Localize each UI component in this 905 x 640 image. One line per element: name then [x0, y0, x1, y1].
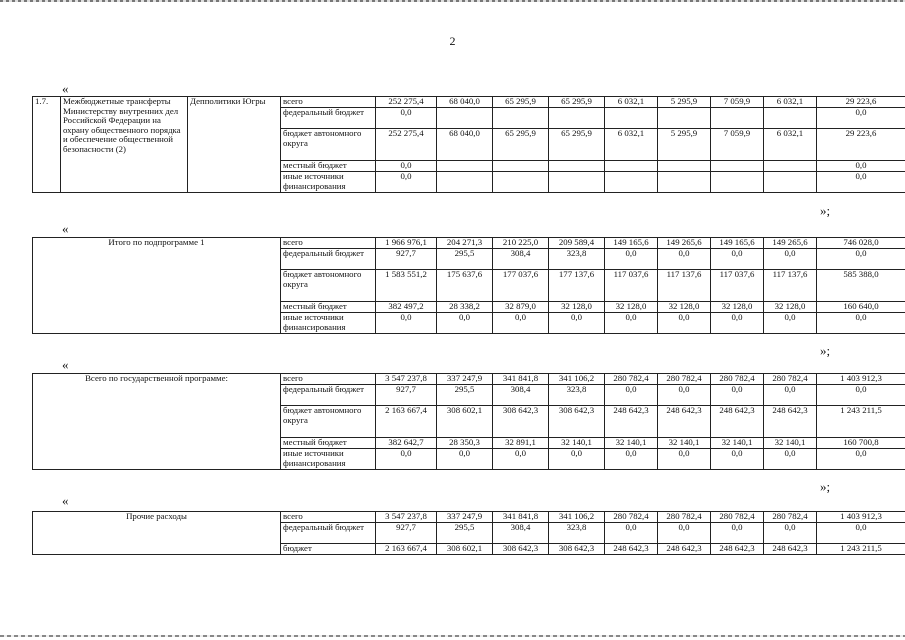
amount-cell: 0,0 — [605, 385, 658, 406]
amount-cell — [437, 161, 493, 172]
amount-cell: 68 040,0 — [437, 129, 493, 161]
amount-cell: 308,4 — [493, 385, 549, 406]
amount-cell: 0,0 — [817, 172, 905, 193]
amount-cell: 0,0 — [711, 449, 764, 470]
funding-source: федеральный бюджет — [281, 249, 376, 270]
amount-cell: 248 642,3 — [658, 544, 711, 555]
amount-cell: 29 223,6 — [817, 129, 905, 161]
amount-cell: 1 243 211,5 — [817, 406, 905, 438]
amount-cell: 0,0 — [711, 523, 764, 544]
amount-cell: 0,0 — [658, 385, 711, 406]
amount-cell: 0,0 — [658, 249, 711, 270]
amount-cell: 28 338,2 — [437, 302, 493, 313]
amount-cell: 746 028,0 — [817, 238, 905, 249]
table-row — [33, 97, 905, 108]
funding-source: всего — [281, 512, 376, 523]
amount-cell: 0,0 — [764, 385, 817, 406]
funding-source: бюджет автономного округа — [281, 406, 376, 438]
table-row — [33, 512, 905, 523]
amount-cell: 5 295,9 — [658, 97, 711, 108]
amount-cell: 28 350,3 — [437, 438, 493, 449]
amount-cell: 175 637,6 — [437, 270, 493, 302]
amount-cell: 149 265,6 — [658, 238, 711, 249]
amount-cell: 0,0 — [711, 313, 764, 334]
amount-cell — [764, 172, 817, 193]
funding-source: иные источники финансирования — [281, 172, 376, 193]
amount-cell: 209 589,4 — [549, 238, 605, 249]
amount-cell: 3 547 237,8 — [376, 374, 437, 385]
amount-cell: 117 037,6 — [711, 270, 764, 302]
amount-cell: 0,0 — [437, 449, 493, 470]
amount-cell: 248 642,3 — [711, 544, 764, 555]
amount-cell: 248 642,3 — [764, 544, 817, 555]
funding-source: всего — [281, 97, 376, 108]
amount-cell: 252 275,4 — [376, 97, 437, 108]
funding-source: местный бюджет — [281, 438, 376, 449]
amount-cell — [605, 161, 658, 172]
amount-cell: 32 128,0 — [605, 302, 658, 313]
amount-cell: 6 032,1 — [764, 97, 817, 108]
amount-cell: 0,0 — [817, 161, 905, 172]
amount-cell: 0,0 — [493, 313, 549, 334]
executor: Депполитики Югры — [188, 97, 281, 193]
table-other-expenses — [32, 511, 905, 555]
amount-cell — [437, 172, 493, 193]
funding-source: федеральный бюджет — [281, 108, 376, 129]
amount-cell: 308,4 — [493, 249, 549, 270]
amount-cell: 2 163 667,4 — [376, 544, 437, 555]
closing-quote: »; — [820, 343, 831, 358]
row-number: 1.7. — [33, 97, 61, 193]
table-program-1-7 — [32, 96, 905, 193]
amount-cell: 32 140,1 — [658, 438, 711, 449]
amount-cell — [493, 108, 549, 129]
amount-cell: 65 295,9 — [493, 129, 549, 161]
funding-source: иные источники финансирования — [281, 313, 376, 334]
amount-cell: 0,0 — [658, 523, 711, 544]
closing-quote: »; — [820, 479, 831, 494]
amount-cell: 248 642,3 — [658, 406, 711, 438]
amount-cell: 308 602,1 — [437, 544, 493, 555]
amount-cell: 341 841,8 — [493, 374, 549, 385]
amount-cell: 32 128,0 — [549, 302, 605, 313]
amount-cell: 323,8 — [549, 523, 605, 544]
amount-cell: 0,0 — [549, 313, 605, 334]
amount-cell: 160 700,8 — [817, 438, 905, 449]
amount-cell: 29 223,6 — [817, 97, 905, 108]
amount-cell: 160 640,0 — [817, 302, 905, 313]
amount-cell: 117 137,6 — [764, 270, 817, 302]
amount-cell: 295,5 — [437, 385, 493, 406]
amount-cell — [711, 172, 764, 193]
amount-cell: 323,8 — [549, 249, 605, 270]
activity-name: Межбюджетные трансферты Министерству внутренних дел Российской Федерации на охрану общественного порядка и обеспечение общественной безопасности (2) — [61, 97, 188, 193]
amount-cell: 65 295,9 — [549, 97, 605, 108]
amount-cell — [605, 172, 658, 193]
amount-cell: 177 137,6 — [549, 270, 605, 302]
amount-cell: 295,5 — [437, 523, 493, 544]
funding-source: всего — [281, 238, 376, 249]
amount-cell: 2 163 667,4 — [376, 406, 437, 438]
amount-cell: 337 247,9 — [437, 374, 493, 385]
amount-cell: 0,0 — [817, 108, 905, 129]
amount-cell: 65 295,9 — [549, 129, 605, 161]
amount-cell: 32 879,0 — [493, 302, 549, 313]
amount-cell: 927,7 — [376, 523, 437, 544]
subprogram-total-label: Итого по подпрограмме 1 — [33, 238, 281, 334]
funding-source: бюджет автономного округа — [281, 129, 376, 161]
amount-cell — [437, 108, 493, 129]
amount-cell: 0,0 — [605, 523, 658, 544]
amount-cell: 0,0 — [817, 385, 905, 406]
amount-cell: 0,0 — [817, 313, 905, 334]
amount-cell: 280 782,4 — [711, 374, 764, 385]
amount-cell — [658, 161, 711, 172]
program-total-label: Всего по государственной программе: — [33, 374, 281, 470]
amount-cell: 0,0 — [605, 449, 658, 470]
funding-source: иные источники финансирования — [281, 449, 376, 470]
amount-cell: 1 403 912,3 — [817, 512, 905, 523]
amount-cell — [764, 161, 817, 172]
amount-cell: 341 841,8 — [493, 512, 549, 523]
table-row — [33, 238, 905, 249]
amount-cell: 0,0 — [817, 449, 905, 470]
amount-cell: 280 782,4 — [764, 512, 817, 523]
amount-cell: 6 032,1 — [764, 129, 817, 161]
amount-cell: 382 642,7 — [376, 438, 437, 449]
amount-cell: 0,0 — [764, 449, 817, 470]
amount-cell: 0,0 — [711, 249, 764, 270]
funding-source: бюджет — [281, 544, 376, 555]
amount-cell: 210 225,0 — [493, 238, 549, 249]
amount-cell — [549, 108, 605, 129]
amount-cell: 65 295,9 — [493, 97, 549, 108]
amount-cell: 252 275,4 — [376, 129, 437, 161]
amount-cell: 0,0 — [376, 161, 437, 172]
amount-cell: 248 642,3 — [764, 406, 817, 438]
amount-cell: 0,0 — [437, 313, 493, 334]
amount-cell: 0,0 — [376, 172, 437, 193]
amount-cell: 0,0 — [817, 523, 905, 544]
amount-cell: 32 891,1 — [493, 438, 549, 449]
amount-cell: 1 403 912,3 — [817, 374, 905, 385]
amount-cell: 204 271,3 — [437, 238, 493, 249]
amount-cell: 0,0 — [605, 313, 658, 334]
amount-cell: 149 265,6 — [764, 238, 817, 249]
table-subprogram-1-total — [32, 237, 905, 334]
amount-cell: 308 602,1 — [437, 406, 493, 438]
amount-cell: 32 140,1 — [711, 438, 764, 449]
opening-quote: « — [62, 357, 69, 372]
amount-cell: 0,0 — [493, 449, 549, 470]
amount-cell: 248 642,3 — [711, 406, 764, 438]
amount-cell: 0,0 — [764, 523, 817, 544]
amount-cell: 280 782,4 — [764, 374, 817, 385]
funding-source: местный бюджет — [281, 302, 376, 313]
page-number: 2 — [449, 34, 456, 48]
amount-cell: 1 966 976,1 — [376, 238, 437, 249]
amount-cell — [549, 161, 605, 172]
amount-cell: 382 497,2 — [376, 302, 437, 313]
amount-cell: 0,0 — [817, 249, 905, 270]
amount-cell: 0,0 — [711, 385, 764, 406]
amount-cell — [711, 161, 764, 172]
amount-cell: 3 547 237,8 — [376, 512, 437, 523]
amount-cell: 308,4 — [493, 523, 549, 544]
scan-edge-top — [0, 0, 905, 2]
amount-cell: 6 032,1 — [605, 129, 658, 161]
amount-cell — [711, 108, 764, 129]
amount-cell: 280 782,4 — [605, 374, 658, 385]
amount-cell: 32 128,0 — [711, 302, 764, 313]
amount-cell: 341 106,2 — [549, 512, 605, 523]
amount-cell: 32 140,1 — [549, 438, 605, 449]
amount-cell: 295,5 — [437, 249, 493, 270]
opening-quote: « — [62, 221, 69, 236]
amount-cell — [493, 161, 549, 172]
amount-cell — [493, 172, 549, 193]
funding-source: федеральный бюджет — [281, 385, 376, 406]
amount-cell — [658, 108, 711, 129]
amount-cell: 341 106,2 — [549, 374, 605, 385]
table-program-total — [32, 373, 905, 470]
opening-quote: « — [62, 493, 69, 508]
amount-cell: 7 059,9 — [711, 97, 764, 108]
scan-edge-bottom — [0, 635, 905, 637]
amount-cell: 0,0 — [376, 449, 437, 470]
opening-quote: « — [62, 81, 69, 96]
amount-cell: 149 165,6 — [605, 238, 658, 249]
amount-cell: 927,7 — [376, 385, 437, 406]
amount-cell: 337 247,9 — [437, 512, 493, 523]
amount-cell: 308 642,3 — [549, 544, 605, 555]
amount-cell — [764, 108, 817, 129]
amount-cell: 323,8 — [549, 385, 605, 406]
amount-cell: 927,7 — [376, 249, 437, 270]
amount-cell: 248 642,3 — [605, 544, 658, 555]
amount-cell: 117 037,6 — [605, 270, 658, 302]
amount-cell: 280 782,4 — [711, 512, 764, 523]
amount-cell: 1 243 211,5 — [817, 544, 905, 555]
amount-cell: 0,0 — [658, 449, 711, 470]
amount-cell: 1 583 551,2 — [376, 270, 437, 302]
amount-cell: 0,0 — [764, 249, 817, 270]
amount-cell: 0,0 — [549, 449, 605, 470]
amount-cell: 0,0 — [376, 313, 437, 334]
amount-cell: 0,0 — [658, 313, 711, 334]
funding-source: федеральный бюджет — [281, 523, 376, 544]
amount-cell: 32 140,1 — [605, 438, 658, 449]
amount-cell: 308 642,3 — [493, 544, 549, 555]
amount-cell: 0,0 — [376, 108, 437, 129]
amount-cell: 280 782,4 — [605, 512, 658, 523]
table-row — [33, 374, 905, 385]
amount-cell: 280 782,4 — [658, 374, 711, 385]
funding-source: всего — [281, 374, 376, 385]
amount-cell — [549, 172, 605, 193]
amount-cell: 0,0 — [764, 313, 817, 334]
other-expenses-label: Прочие расходы — [33, 512, 281, 555]
closing-quote: »; — [820, 203, 831, 218]
amount-cell — [658, 172, 711, 193]
amount-cell: 5 295,9 — [658, 129, 711, 161]
amount-cell: 280 782,4 — [658, 512, 711, 523]
funding-source: бюджет автономного округа — [281, 270, 376, 302]
amount-cell: 308 642,3 — [493, 406, 549, 438]
amount-cell: 0,0 — [605, 249, 658, 270]
amount-cell: 6 032,1 — [605, 97, 658, 108]
amount-cell: 585 388,0 — [817, 270, 905, 302]
amount-cell — [605, 108, 658, 129]
amount-cell: 308 642,3 — [549, 406, 605, 438]
amount-cell: 149 165,6 — [711, 238, 764, 249]
amount-cell: 32 128,0 — [658, 302, 711, 313]
amount-cell: 7 059,9 — [711, 129, 764, 161]
funding-source: местный бюджет — [281, 161, 376, 172]
amount-cell: 117 137,6 — [658, 270, 711, 302]
amount-cell: 32 128,0 — [764, 302, 817, 313]
amount-cell: 68 040,0 — [437, 97, 493, 108]
amount-cell: 248 642,3 — [605, 406, 658, 438]
amount-cell: 177 037,6 — [493, 270, 549, 302]
amount-cell: 32 140,1 — [764, 438, 817, 449]
